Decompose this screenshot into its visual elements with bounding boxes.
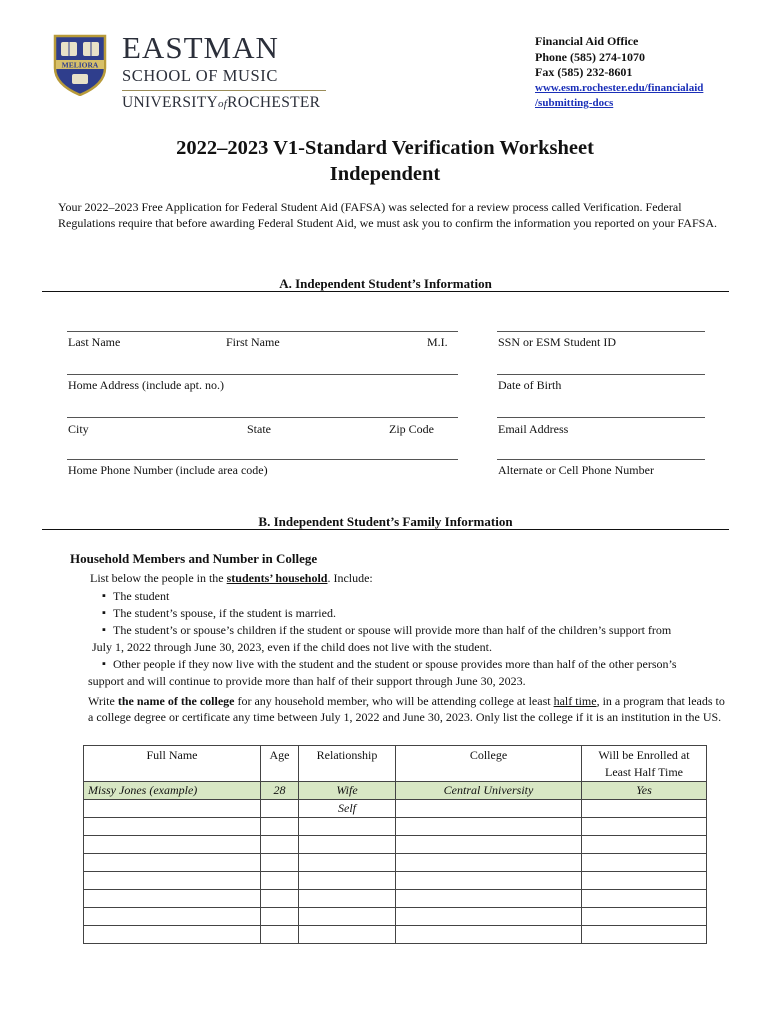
table-row: [84, 854, 707, 872]
relationship-cell[interactable]: [299, 926, 396, 944]
table-row: [84, 908, 707, 926]
dob-label: Date of Birth: [498, 378, 562, 392]
zip-label: Zip Code: [389, 422, 434, 436]
household-subheading: Household Members and Number in College: [70, 551, 318, 566]
dob-input-line[interactable]: [497, 374, 705, 375]
bullet-item-continuation: support and will continue to provide more than half of their support through June 30, 2023.: [88, 674, 526, 688]
brand-univ-pre: UNIVERSITY: [122, 94, 218, 111]
self-full-name-cell[interactable]: [84, 800, 261, 818]
college-cell[interactable]: [396, 926, 582, 944]
self-relationship-cell: Self: [299, 800, 396, 818]
relationship-cell[interactable]: [299, 836, 396, 854]
age-cell[interactable]: [261, 926, 299, 944]
table-row: [84, 872, 707, 890]
enrolled-cell[interactable]: [582, 926, 707, 944]
household-members-table: [83, 745, 707, 944]
full-name-cell[interactable]: [84, 908, 261, 926]
college-cell[interactable]: [396, 908, 582, 926]
bullet-item-continuation: July 1, 2022 through June 30, 2023, even if the child does not live with the student.: [92, 640, 492, 654]
full-name-cell[interactable]: [84, 836, 261, 854]
example-age: 28: [261, 782, 299, 800]
page-subtitle: Independent: [329, 163, 441, 185]
enrolled-cell[interactable]: [582, 872, 707, 890]
seal-logo: [52, 34, 108, 96]
home-phone-label: Home Phone Number (include area code): [68, 463, 268, 477]
full-name-cell[interactable]: [84, 854, 261, 872]
section-a-heading: A. Independent Student’s Information: [279, 276, 492, 291]
ssn-label: SSN or ESM Student ID: [498, 335, 617, 349]
enrolled-cell[interactable]: [582, 836, 707, 854]
col-header-college: College: [396, 746, 582, 782]
office-contact: [535, 34, 703, 112]
col-header-relationship: Relationship: [299, 746, 396, 782]
table-row: [84, 818, 707, 836]
office-url-link-cont[interactable]: [535, 96, 703, 112]
age-cell[interactable]: [261, 836, 299, 854]
state-label: State: [247, 422, 271, 436]
bullet-item: ▪ Other people if they now live with the student and the student or spouse provides more than half of the other person’s: [102, 656, 707, 673]
page-title: 2022–2023 V1-Standard Verification Worksheet: [176, 137, 594, 159]
college-instructions: [88, 693, 728, 725]
office-url-link[interactable]: [535, 81, 703, 97]
home-phone-input-line[interactable]: [67, 459, 458, 460]
city-label: City: [68, 422, 89, 436]
age-cell[interactable]: [261, 908, 299, 926]
example-relationship: Wife: [299, 782, 396, 800]
college-cell[interactable]: [396, 854, 582, 872]
bullet-item: ▪ The student’s spouse, if the student is married.: [102, 605, 707, 622]
list-intro-bold: students’ household: [226, 571, 328, 585]
relationship-cell[interactable]: [299, 890, 396, 908]
office-url-line1[interactable]: www.esm.rochester.edu/financialaid: [535, 81, 704, 94]
table-row-example: [84, 782, 707, 800]
table-row: [84, 890, 707, 908]
brand-wordmark: [122, 32, 326, 112]
college-note-part1: Write: [88, 694, 118, 708]
col-header-age: Age: [261, 746, 299, 782]
table-header-row: [84, 746, 707, 782]
table-row: [84, 836, 707, 854]
relationship-cell[interactable]: [299, 872, 396, 890]
table-row: [84, 926, 707, 944]
office-phone: Phone (585) 274-1070: [535, 49, 645, 64]
brand-school: SCHOOL OF MUSIC: [122, 66, 279, 85]
college-note-bold: the name of the college: [117, 694, 235, 708]
ssn-input-line[interactable]: [497, 331, 705, 332]
col-header-enrolled-line1: Will be Enrolled at: [598, 748, 690, 762]
age-cell[interactable]: [261, 890, 299, 908]
full-name-cell[interactable]: [84, 890, 261, 908]
relationship-cell[interactable]: [299, 818, 396, 836]
table-row-self: [84, 800, 707, 818]
brand-univ-of: of: [218, 98, 228, 110]
college-cell[interactable]: [396, 818, 582, 836]
self-enrolled-cell[interactable]: [582, 800, 707, 818]
enrolled-cell[interactable]: [582, 854, 707, 872]
self-college-cell[interactable]: [396, 800, 582, 818]
alt-phone-label: Alternate or Cell Phone Number: [498, 463, 654, 477]
self-age-cell[interactable]: [261, 800, 299, 818]
college-note-part3: , in a program that leads to a college degree or certificate any time between July 1, 2022 and June 30, 2023. Only list the college if it is an institution in the US.: [88, 694, 725, 724]
city-state-zip-input-line[interactable]: [67, 417, 458, 418]
bullet-item: ▪ The student’s or spouse’s children if the student or spouse will provide more than half of the children’s support from: [102, 622, 707, 639]
bullet-item: ▪ The student: [102, 588, 707, 605]
col-header-full-name: Full Name: [84, 746, 261, 782]
college-cell[interactable]: [396, 872, 582, 890]
household-list-intro: [90, 571, 373, 586]
brand-divider: [122, 90, 326, 91]
relationship-cell[interactable]: [299, 908, 396, 926]
list-intro-pre: List below the people in the: [90, 571, 227, 585]
brand-univ-post: ROCHESTER: [227, 94, 321, 111]
college-cell[interactable]: [396, 890, 582, 908]
example-full-name: Missy Jones (example): [84, 782, 261, 800]
email-input-line[interactable]: [497, 417, 705, 418]
col-header-enrolled-line2: Least Half Time: [605, 765, 683, 779]
office-url-line2[interactable]: /submitting-docs: [535, 97, 614, 109]
college-note-part2: for any household member, who will be attending college at least: [234, 694, 554, 708]
seal-motto: MELIORA: [61, 60, 99, 70]
mi-label: M.I.: [427, 335, 448, 349]
age-cell[interactable]: [261, 872, 299, 890]
example-college: Central University: [396, 782, 582, 800]
age-cell[interactable]: [261, 854, 299, 872]
last-name-label: Last Name: [68, 335, 121, 349]
college-cell[interactable]: [396, 836, 582, 854]
brand-name: EASTMAN: [122, 30, 279, 65]
first-name-label: First Name: [226, 335, 280, 349]
office-title: Financial Aid Office: [535, 34, 639, 48]
office-fax: Fax (585) 232-8601: [535, 65, 633, 79]
household-bullet-list: [88, 588, 707, 690]
enrolled-cell[interactable]: [582, 908, 707, 926]
section-a-rule: [42, 291, 729, 292]
address-input-line[interactable]: [67, 374, 458, 375]
list-intro-post: . Include:: [327, 571, 373, 585]
name-input-line[interactable]: [67, 331, 458, 332]
enrolled-cell[interactable]: [582, 890, 707, 908]
intro-paragraph: Your 2022–2023 Free Application for Federal Student Aid (FAFSA) was selected for a review process called Verification. Federal Regulations require that before awarding Federal Student Aid, we must ask you to confirm the information you reported on your FAFSA.: [58, 200, 717, 230]
section-b-rule: [42, 529, 729, 530]
section-b-heading: B. Independent Student’s Family Information: [258, 514, 513, 529]
brand-university: [122, 94, 326, 112]
email-label: Email Address: [498, 422, 569, 436]
home-address-label: Home Address (include apt. no.): [68, 378, 224, 392]
enrolled-cell[interactable]: [582, 818, 707, 836]
full-name-cell[interactable]: [84, 926, 261, 944]
example-enrolled: Yes: [582, 782, 707, 800]
full-name-cell[interactable]: [84, 872, 261, 890]
col-header-enrolled: [582, 746, 707, 782]
alt-phone-input-line[interactable]: [497, 459, 705, 460]
full-name-cell[interactable]: [84, 818, 261, 836]
college-note-underlined: half time: [553, 694, 597, 708]
age-cell[interactable]: [261, 818, 299, 836]
relationship-cell[interactable]: [299, 854, 396, 872]
